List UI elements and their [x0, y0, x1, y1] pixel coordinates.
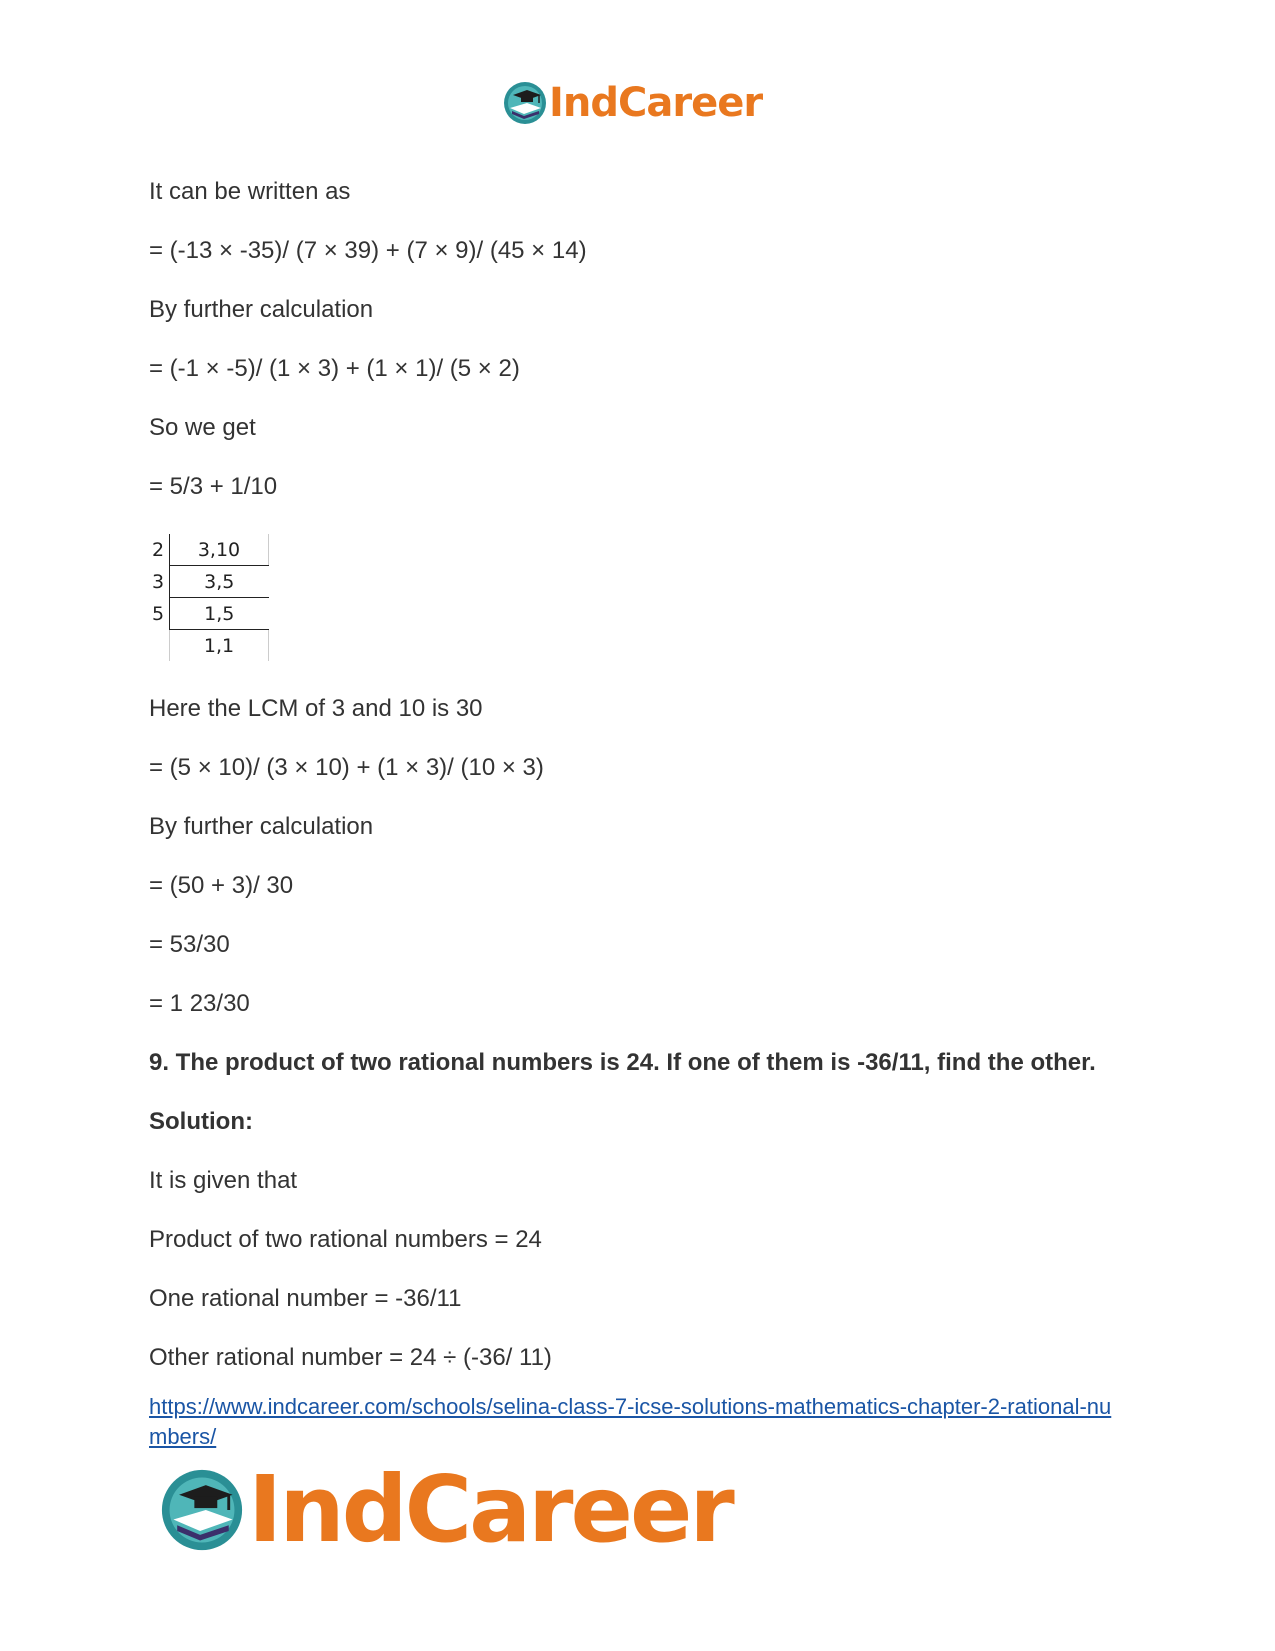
header-logo — [503, 80, 762, 126]
lcm-value: 1,1 — [170, 630, 269, 662]
footer-logo — [160, 1456, 732, 1563]
text-line: It can be written as — [149, 178, 351, 205]
text-line: It is given that — [149, 1167, 298, 1194]
equation-line: = (-13 × -35)/ (7 × 39) + (7 × 9)/ (45 × 14) — [149, 237, 587, 264]
equation-line: = (-1 × -5)/ (1 × 3) + (1 × 1)/ (5 × 2) — [149, 355, 520, 382]
graduation-book-icon — [503, 81, 547, 125]
question-heading: 9. The product of two rational numbers is 24. If one of them is -36/11, find the other. — [149, 1049, 1096, 1076]
equation-line: = 1 23/30 — [149, 990, 250, 1017]
text-line: Product of two rational numbers = 24 — [149, 1226, 542, 1253]
text-line: Other rational number = 24 ÷ (-36/ 11) — [149, 1344, 552, 1371]
graduation-book-icon — [160, 1468, 244, 1552]
text-line: One rational number = -36/11 — [149, 1285, 462, 1312]
lcm-divisor — [150, 630, 170, 662]
lcm-divisor: 2 — [150, 534, 170, 566]
lcm-divisor: 5 — [150, 598, 170, 630]
source-url-link[interactable]: https://www.indcareer.com/schools/selina-class-7-icse-solutions-mathematics-chapter-2-rational-numbers/ — [149, 1394, 1112, 1449]
lcm-value: 3,10 — [170, 534, 269, 566]
logo-wordmark: IndCareer — [549, 80, 763, 126]
equation-line: = 5/3 + 1/10 — [149, 473, 278, 500]
lcm-divisor: 3 — [150, 566, 170, 598]
lcm-value: 3,5 — [170, 566, 269, 598]
equation-line: = 53/30 — [149, 931, 230, 958]
lcm-value: 1,5 — [170, 598, 269, 630]
solution-heading: Solution: — [149, 1108, 253, 1135]
text-line: By further calculation — [149, 296, 374, 323]
text-line: By further calculation — [149, 813, 374, 840]
equation-line: = (5 × 10)/ (3 × 10) + (1 × 3)/ (10 × 3) — [149, 754, 544, 781]
text-line: So we get — [149, 414, 256, 441]
equation-line: = (50 + 3)/ 30 — [149, 872, 294, 899]
text-line: Here the LCM of 3 and 10 is 30 — [149, 695, 483, 722]
logo-wordmark: IndCareer — [248, 1456, 732, 1563]
lcm-division-table — [150, 534, 269, 661]
